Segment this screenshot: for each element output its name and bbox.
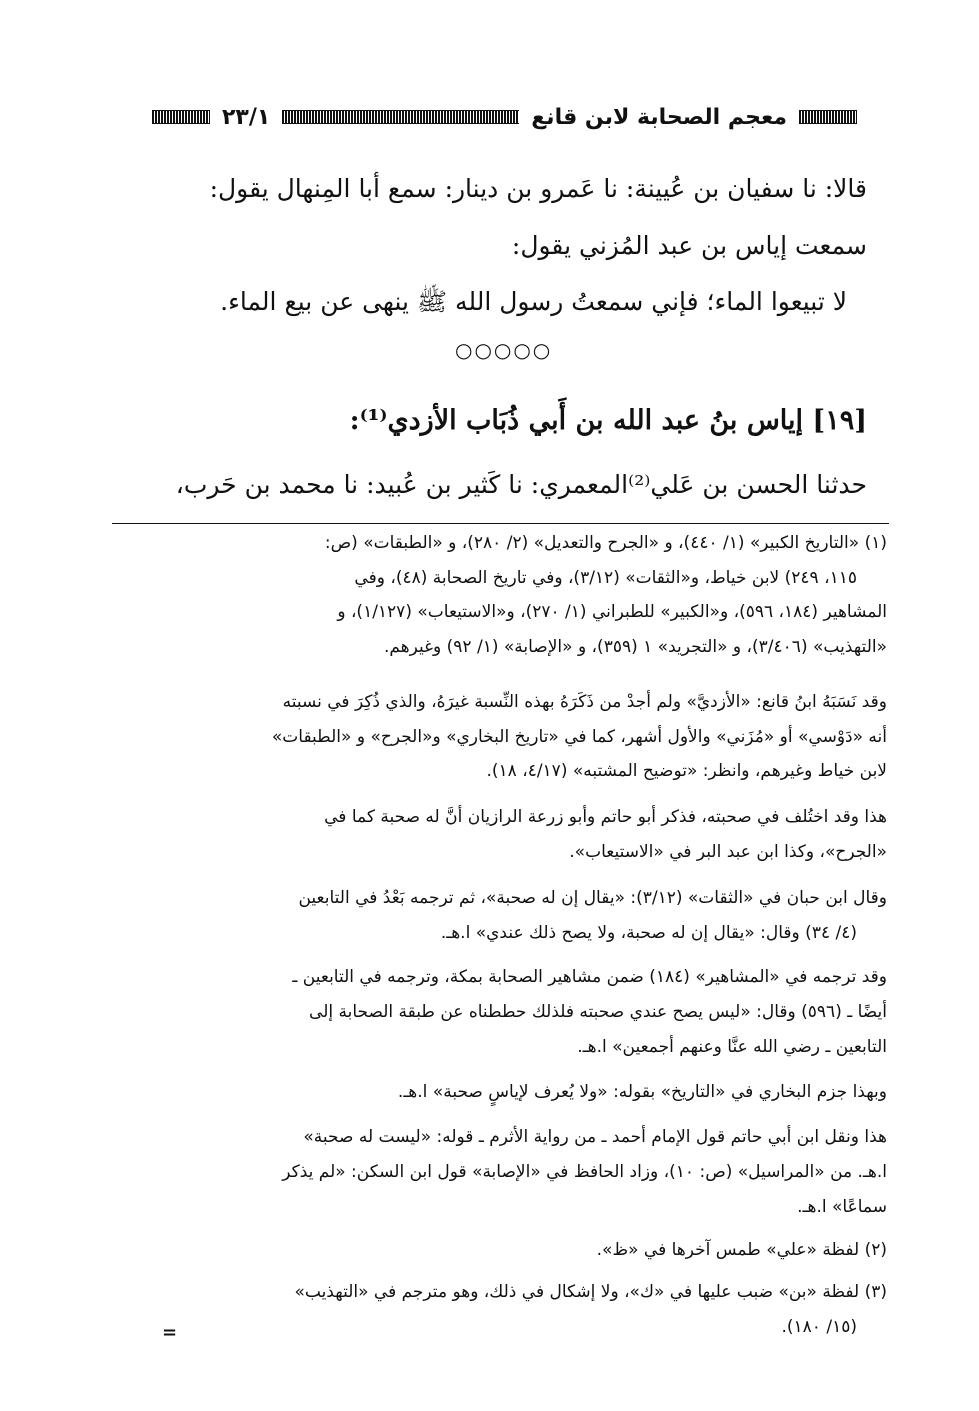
footnote-separator	[112, 523, 889, 524]
footnote-line: سماعًا» ا.هـ.	[797, 1197, 887, 1217]
footnote-line: وقال ابن حبان في «الثقات» (٣/١٢): «يقال إن له صحبة»، ثم ترجمه بَعْدُ في التابعين	[298, 888, 887, 908]
book-title: معجم الصحابة لابن قانع	[531, 104, 787, 130]
footnote-line: (١٥/ ١٨٠).	[781, 1317, 857, 1337]
footnote-line: «التهذيب» (٣/٤٠٦)، و «التجريد» ١ (٣٥٩)، و «الإصابة» (١/ ٩٢) وغيرهم.	[383, 637, 887, 657]
footnote-line: وقد ترجمه في «المشاهير» (١٨٤) ضمن مشاهير الصحابة بمكة، وترجمه في التابعين ـ	[292, 967, 887, 987]
footnote-line: هذا ونقل ابن أبي حاتم قول الإمام أحمد ـ من رواية الأثرم ـ قوله: «ليست له صحبة»	[303, 1127, 887, 1147]
footnote-line: التابعين ـ رضي الله عنَّا وعنهم أجمعين» ا.هـ.	[577, 1037, 887, 1057]
footnote-line: ١١٥، ٢٤٩) لابن خياط، و«الثقات» (٣/١٢)، وفي تاريخ الصحابة (٤٨)، وفي	[354, 568, 857, 588]
hadith-text: لا تبيعوا الماء؛ فإني سمعتُ رسول الله ﷺ ينهى عن بيع الماء.	[220, 287, 847, 316]
header-rule-middle	[282, 110, 519, 124]
header-rule-right	[799, 110, 857, 124]
main-text-line: حدثنا الحسن بن عَلي⁽²⁾المعمري: نا كَثير بن عُبيد: نا محمد بن حَرب،	[175, 470, 867, 499]
footnote-line: أنه «دَوْسي» أو «مُزَني» والأول أشهر، كما في «تاريخ البخاري» و«الجرح» و «الطبقات»	[271, 727, 887, 747]
main-text-line: قالا: نا سفيان بن عُيينة: نا عَمرو بن دينار: سمع أبا المِنهال يقول:	[209, 174, 867, 203]
entry-heading: [١٩] إياس بنُ عبد الله بن أَبي ذُبَاب الأزدي⁽¹⁾:	[349, 405, 867, 436]
footnote-line: (٤/ ٣٤) وقال: «يقال إن له صحبة، ولا يصح ذلك عندي» ا.هـ.	[440, 923, 857, 943]
footnote-line: هذا وقد اختُلف في صحبته، فذكر أبو حاتم وأبو زرعة الرازيان أنَّ له صحبة كما في	[324, 807, 887, 827]
footnote-line: لابن خياط وغيرهم، وانظر: «توضيح المشتبه» (٤/١٧، ١٨).	[486, 761, 887, 781]
page-number: ٢٣/١	[222, 104, 271, 130]
footnote-line: (٢) لفظة «علي» طمس آخرها في «ظ».	[596, 1240, 887, 1260]
continuation-mark: =	[162, 1322, 178, 1343]
footnote-line: وقد نَسَبَهُ ابنُ قانع: «الأزديَّ» ولم أجدْ من ذَكَرَهُ بهذه النِّسبة غيرَهُ، والذي ذُكِرَ في نسبته	[282, 692, 887, 712]
footnote-line: (١) «التاريخ الكبير» (١/ ٤٤٠)، و «الجرح والتعديل» (٢/ ٢٨٠)، و «الطبقات» (ص:	[324, 533, 887, 553]
footnote-line: وبهذا جزم البخاري في «التاريخ» بقوله: «ولا يُعرف لإياسٍ صحبة» ا.هـ.	[397, 1082, 887, 1102]
main-text-line: سمعت إياس بن عبد المُزني يقول:	[511, 231, 867, 260]
running-header	[152, 100, 857, 134]
footnote-line: ا.هـ. من «المراسيل» (ص: ١٠)، وزاد الحافظ في «الإصابة» قول ابن السكن: «لم يذكر	[282, 1162, 887, 1182]
header-rule-left	[152, 110, 210, 124]
footnote-line: أيضًا ـ (٥٩٦) وقال: «ليس يصح عندي صحبته فلذلك حططناه عن طبقة الصحابة إلى	[309, 1002, 887, 1022]
footnote-line: المشاهير (١٨٤، ٥٩٦)، و«الكبير» للطبراني (١/ ٢٧٠)، و«الاستيعاب» (١/١٢٧)، و	[337, 602, 887, 622]
footnote-line: (٣) لفظة «بن» ضبب عليها في «ك»، ولا إشكال في ذلك، وهو مترجم في «التهذيب»	[294, 1282, 887, 1302]
section-separator-stars: ○○○○○	[455, 338, 553, 362]
footnote-line: «الجرح»، وكذا ابن عبد البر في «الاستيعاب».	[569, 842, 887, 862]
